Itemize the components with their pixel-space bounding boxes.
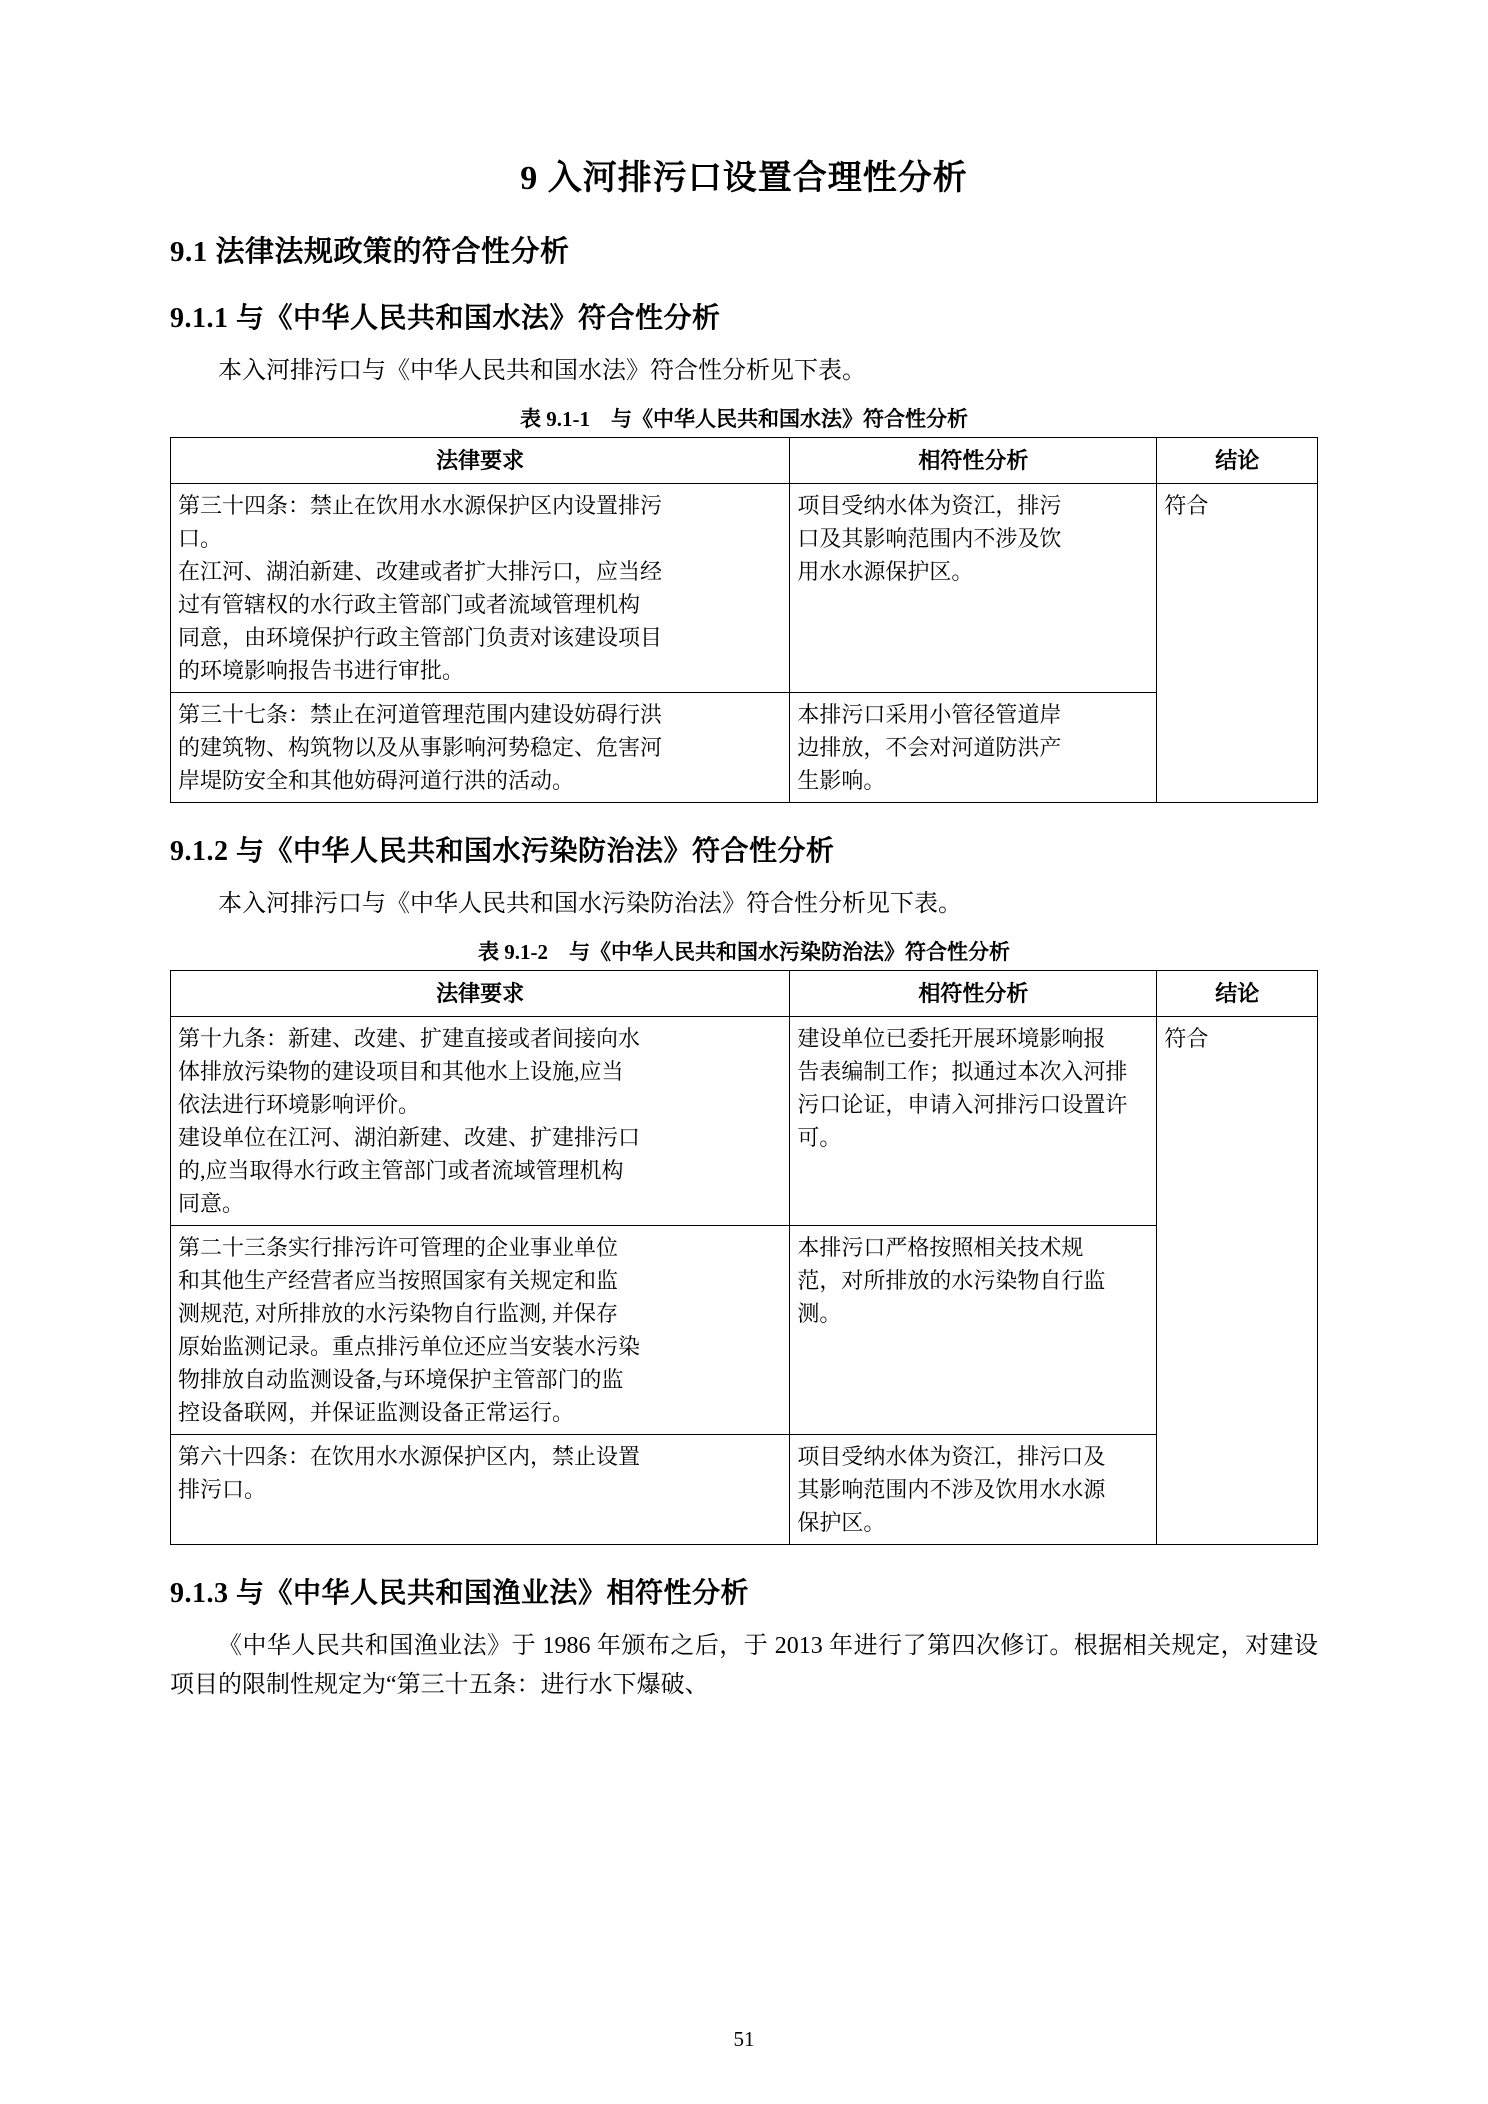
requirement-line: 岸堤防安全和其他妨碍河道行洪的活动。: [178, 767, 575, 793]
table-header-row: [171, 970, 1318, 1016]
requirement-line: 第二十三条实行排污许可管理的企业事业单位: [178, 1234, 619, 1260]
requirement-line: 第三十四条：禁止在饮用水水源保护区内设置排污: [178, 492, 663, 518]
analysis-line: 污口论证，申请入河排污口设置许: [797, 1091, 1128, 1117]
requirement-line: 物排放自动监测设备,与环境保护主管部门的监: [178, 1366, 624, 1392]
requirement-line: 第十九条：新建、改建、扩建直接或者间接向水: [178, 1025, 641, 1051]
analysis-line: 可。: [797, 1124, 842, 1150]
page-title: 9 入河排污口设置合理性分析: [520, 160, 968, 197]
analysis-line: 项目受纳水体为资江，排污口及: [797, 1443, 1106, 1469]
table-row: [171, 1016, 1318, 1225]
requirement-line: 依法进行环境影响评价。: [178, 1091, 421, 1117]
requirement-line: 过有管辖权的水行政主管部门或者流域管理机构: [178, 591, 641, 617]
table-row: [171, 692, 1318, 802]
analysis-line: 其影响范围内不涉及饮用水水源: [797, 1476, 1106, 1502]
compliance-table-9-1-2: [170, 970, 1318, 1545]
cell-requirement: [171, 692, 790, 802]
cell-analysis: [790, 483, 1157, 692]
requirement-line: 第三十七条：禁止在河道管理范围内建设妨碍行洪: [178, 701, 663, 727]
requirement-line: 口。: [178, 525, 223, 551]
requirement-line: 第六十四条：在饮用水水源保护区内，禁止设置: [178, 1443, 641, 1469]
cell-analysis: [790, 1434, 1157, 1544]
compliance-table-9-1-1: [170, 437, 1318, 803]
requirement-line: 控设备联网，并保证监测设备正常运行。: [178, 1399, 575, 1425]
table-row: [171, 1225, 1318, 1434]
column-header-requirement: 法律要求: [171, 970, 790, 1016]
analysis-line: 项目受纳水体为资江，排污: [797, 492, 1062, 518]
analysis-line: 口及其影响范围内不涉及饮: [797, 525, 1062, 551]
analysis-line: 边排放，不会对河道防洪产: [797, 734, 1062, 760]
analysis-line: 测。: [797, 1300, 842, 1326]
table-row: [171, 1434, 1318, 1544]
analysis-line: 保护区。: [797, 1509, 886, 1535]
cell-conclusion: 符合: [1157, 483, 1318, 802]
page-number: 51: [733, 2027, 755, 2051]
requirement-line: 排污口。: [178, 1476, 267, 1502]
requirement-line: 同意，由环境保护行政主管部门负责对该建设项目: [178, 624, 663, 650]
section-heading-9-1-3: 9.1.3 与《中华人民共和国渔业法》相符性分析: [170, 1577, 750, 1609]
requirement-line: 在江河、湖泊新建、改建或者扩大排污口，应当经: [178, 558, 663, 584]
requirement-line: 和其他生产经营者应当按照国家有关规定和监: [178, 1267, 619, 1293]
analysis-line: 用水水源保护区。: [797, 558, 974, 584]
table-row: [171, 483, 1318, 692]
requirement-line: 同意。: [178, 1190, 245, 1216]
requirement-line: 的环境影响报告书进行审批。: [178, 657, 465, 683]
analysis-line: 本排污口严格按照相关技术规: [797, 1234, 1084, 1260]
cell-analysis: [790, 1016, 1157, 1225]
cell-requirement: [171, 483, 790, 692]
cell-requirement: [171, 1225, 790, 1434]
section-heading-9-1-1: 9.1.1 与《中华人民共和国水法》符合性分析: [170, 303, 721, 334]
table-caption-9-1-2: 表 9.1-2 与《中华人民共和国水污染防治法》符合性分析: [478, 939, 1010, 964]
analysis-line: 建设单位已委托开展环境影响报: [797, 1025, 1106, 1051]
cell-requirement: [171, 1434, 790, 1544]
section-heading-9-1-2: 9.1.2 与《中华人民共和国水污染防治法》符合性分析: [170, 835, 835, 867]
analysis-line: 生影响。: [797, 767, 886, 793]
table-caption-9-1-1: 表 9.1-1 与《中华人民共和国水法》符合性分析: [520, 406, 968, 431]
paragraph-9-1-3: 《中华人民共和国渔业法》于 1986 年颁布之后，于 2013 年进行了第四次修订。根据相关规定，对建设项目的限制性规定为“第三十五条：进行水下爆破、: [170, 1632, 1318, 1698]
requirement-line: 的,应当取得水行政主管部门或者流域管理机构: [178, 1157, 624, 1183]
cell-requirement: [171, 1016, 790, 1225]
section-heading-9-1: 9.1 法律法规政策的符合性分析: [170, 236, 570, 268]
cell-analysis: [790, 1225, 1157, 1434]
column-header-conclusion: 结论: [1157, 437, 1318, 483]
requirement-line: 测规范, 对所排放的水污染物自行监测, 并保存: [178, 1300, 619, 1326]
column-header-requirement: 法律要求: [171, 437, 790, 483]
table-header-row: [171, 437, 1318, 483]
cell-analysis: [790, 692, 1157, 802]
analysis-line: 告表编制工作；拟通过本次入河排: [797, 1058, 1128, 1084]
cell-conclusion: 符合: [1157, 1016, 1318, 1544]
paragraph-9-1-2: 本入河排污口与《中华人民共和国水污染防治法》符合性分析见下表。: [218, 890, 962, 917]
paragraph-9-1-1: 本入河排污口与《中华人民共和国水法》符合性分析见下表。: [218, 358, 866, 384]
column-header-conclusion: 结论: [1157, 970, 1318, 1016]
requirement-line: 的建筑物、构筑物以及从事影响河势稳定、危害河: [178, 734, 663, 760]
requirement-line: 建设单位在江河、湖泊新建、改建、扩建排污口: [178, 1124, 641, 1150]
requirement-line: 体排放污染物的建设项目和其他水上设施,应当: [178, 1058, 624, 1084]
analysis-line: 范，对所排放的水污染物自行监: [797, 1267, 1106, 1293]
analysis-line: 本排污口采用小管径管道岸: [797, 701, 1062, 727]
column-header-analysis: 相符性分析: [790, 437, 1157, 483]
requirement-line: 原始监测记录。重点排污单位还应当安装水污染: [178, 1333, 641, 1359]
column-header-analysis: 相符性分析: [790, 970, 1157, 1016]
